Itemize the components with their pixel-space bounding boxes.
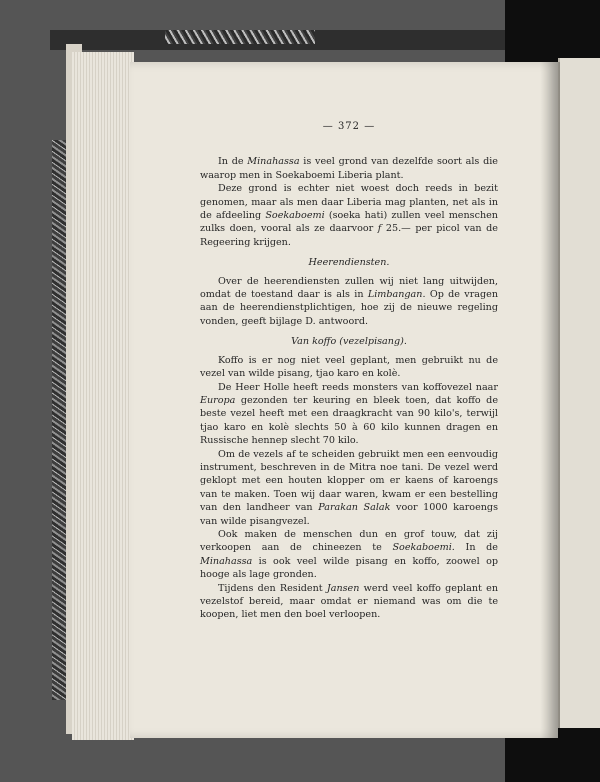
heading-koffo: Van koffo (vezelpisang). bbox=[291, 336, 407, 348]
page-number: — 372 — bbox=[322, 121, 376, 132]
page-stack-edges bbox=[72, 52, 134, 740]
paragraph: De Heer Holle heeft reeds monsters van koffovezel naar Europa gezonden ter keuring en bleek toen, dat koffo de beste vezel heeft met een draagkracht van 90 kilo's, terwijl tjao karo en kolè slechts 50 à 60 kilo kunnen dragen en Russische hennep slecht 70 kilo. bbox=[200, 381, 498, 447]
facing-page bbox=[558, 58, 600, 728]
paragraph: Deze grond is echter niet woest doch reeds in bezit genomen, maar als men daar Liberia mag planten, net als in de afdeeling Soekaboemi (soeka hati) zullen veel menschen zulks doen, vooral als ze daarvoor f 25.— per picol van de Regeering krijgen. bbox=[200, 183, 498, 248]
paragraph: Over de heerendiensten zullen wij niet lang uitwijden, omdat de toestand daar is als in Limbangan. Op de vragen aan de heerendienstplichtigen, hoe zij de nieuwe regeling vonden, geeft bijlage D. antwoord. bbox=[200, 275, 499, 327]
paragraph: Om de vezels af te scheiden gebruikt men een eenvoudig instrument, beschreven in de Mitra noe tani. De vezel werd geklopt met een houten klopper om er kaens of karoengs van te maken. Toen wij daar waren, kwam er een bestelling van den landheer van Parakan Salak voor 1000 karoengs van wilde pisangvezel. bbox=[200, 448, 498, 527]
section-intro bbox=[200, 155, 498, 249]
paragraph: Koffo is er nog niet veel geplant, men gebruikt nu de vezel van wilde pisang, tjao karo en kolè. bbox=[200, 354, 498, 380]
section-heerendiensten bbox=[200, 275, 498, 329]
paragraph: In de Minahassa is veel grond van dezelfde soort als die waarop men in Soekaboemi Liberia plant. bbox=[200, 156, 498, 181]
gutter-shadow bbox=[540, 62, 560, 738]
heading-heerendiensten: Heerendiensten. bbox=[308, 257, 390, 269]
section-koffo bbox=[200, 354, 498, 622]
paragraph: Ook maken de menschen dun en grof touw, dat zij verkoopen aan de chineezen te Soekaboemi. In de Minahassa is ook veel wilde pisang en koffo, zoowel op hooge als lage gronden. bbox=[200, 528, 498, 581]
paragraph: Tijdens den Resident Jansen werd veel koffo geplant en vezelstof bereid, maar omdat er niemand was om die te koopen, liet men den boel verloopen. bbox=[200, 582, 498, 621]
marbled-cover-top bbox=[165, 30, 315, 44]
page-text bbox=[200, 120, 498, 622]
